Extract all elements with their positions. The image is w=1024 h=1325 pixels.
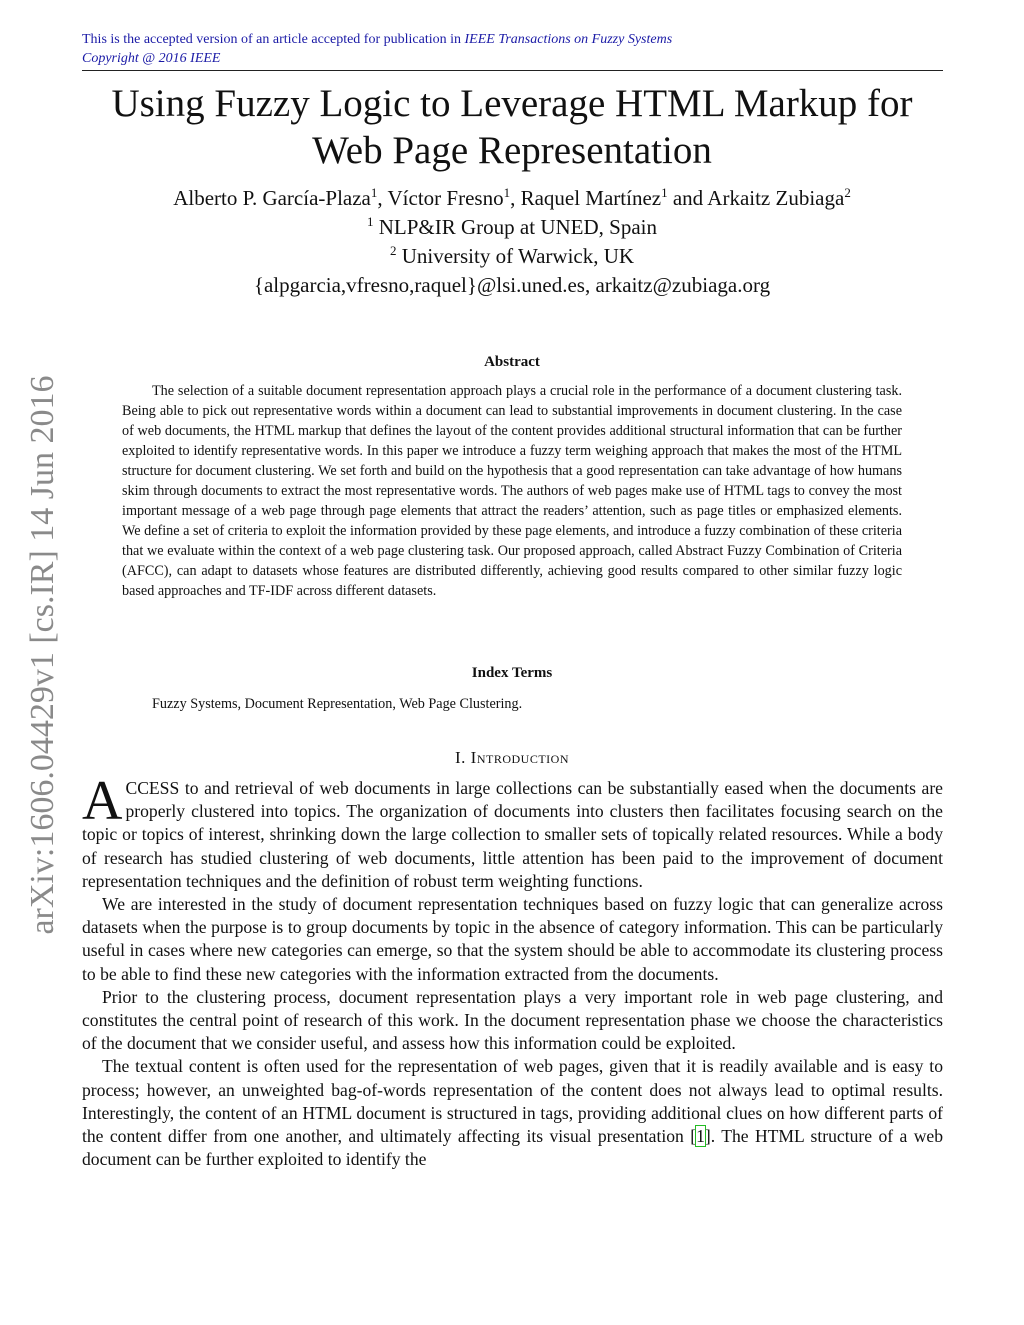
author-name: Víctor Fresno [387,186,504,210]
abstract-heading: Abstract [484,354,540,370]
drop-cap: A [82,770,123,832]
paper-title [62,80,962,174]
title-line-2: Web Page Representation [312,129,712,172]
arxiv-identifier-stamp: arXiv:1606.04429v1 [cs.IR] 14 Jun 2016 [24,375,61,935]
section-title: Introduction [470,748,569,767]
author-name: Alberto P. García-Plaza [173,186,371,210]
publication-prefix: This is the accepted version of an article accepted for publication in [82,32,462,47]
intro-paragraph-2: We are interested in the study of document representation techniques based on fuzzy logic that can generalize across datasets when the purpose is to group documents by topic in the absence of category information. This can be particularly useful in cases where new categories can emerge, so that the system should be able to accommodate its clustering process to be able to find these new categories with the information extracted from the documents. [82,894,943,984]
author-block [62,184,962,300]
affiliation-1: $^1$ NLP&IR Group at UNED, Spain [367,214,657,239]
author-name: Arkaitz Zubiaga [707,186,845,210]
introduction-body [82,770,944,1171]
author-affil-mark: 1 [370,185,378,200]
author-name: Raquel Martínez [520,186,662,210]
index-terms-heading: Index Terms [471,665,553,681]
publication-note [82,30,942,68]
affiliation-2: $^2$ University of Warwick, UK [389,243,635,268]
journal-name[interactable]: IEEE Transactions on Fuzzy Systems [464,32,673,47]
intro-paragraph-3: Prior to the clustering process, document representation plays a very important role in web page clustering, and constitutes the central point of research of this work. In the document representation phase we choose the characteristics of the document that we consider useful, and assess how this information could be exploited. [82,986,943,1054]
abstract-text: The selection of a suitable document representation approach plays a crucial role in the performance of a document clustering task. Being able to pick out representative words within a document can lead to substantial improvements in document clustering. In the case of web documents, the HTML markup that defines the layout of the content provides additional structural information that can be further exploited to identify representative words. In this paper we introduce a fuzzy term weighing approach that makes the most of the HTML structure for document clustering. We set forth and build on the hypothesis that a good representation can take advantage of how humans skim through documents to extract the most representative words. The authors of web pages make use of HTML tags to convey the most important message of a web page through page elements that attract the readers’ attention, such as page titles or emphasized elements. We define a set of criteria to exploit the information provided by these page elements, and introduce a fuzzy combination of these criteria that we evaluate within the context of a web page clustering task. Our proposed approach, called Abstract Fuzzy Combination of Criteria (AFCC), can adapt to datasets whose features are distributed differently, achieving good results compared to other similar fuzzy logic based approaches and TF-IDF across different datasets. [122,383,902,599]
author-affil-mark: 1 [661,185,668,200]
publication-line [82,30,942,49]
title-line-1: Using Fuzzy Logic to Leverage HTML Markup for [111,82,913,125]
author-emails: {alpgarcia,vfresno,raquel}@lsi.uned.es, arkaitz@zubiaga.org [253,273,771,297]
author-affil-mark: 2 [844,185,851,200]
header-divider [82,70,943,71]
author-conjunction: and [672,186,704,210]
author-list: Alberto P. García-Plaza$^1$, Víctor Fresno$^1$, Raquel Martínez$^1$ and Arkaitz Zubiaga$^2$ [173,185,851,210]
section-number: I. [455,748,466,767]
intro-paragraph-1: ACCESS to and retrieval of web documents in large collections can be substantially eased when the documents are properly clustered into topics. The organization of documents into clusters then facilitates focusing search on the topic or topics of interest, shrinking down the large collection to smaller sets of topically related resources. While a body of research has studied clustering of web documents, little attention has been paid to the improvement of document representation techniques and the definition of robust term weighting functions. [82,770,943,891]
citation-link[interactable]: 1 [696,1126,705,1147]
index-terms-text: Fuzzy Systems, Document Representation, Web Page Clustering. [152,696,523,712]
intro-paragraph-4: The textual content is often used for the representation of web pages, given that it is readily available and is easy to process; however, an unweighted bag-of-words representation of the content does not always lead to optimal results. Interestingly, the content of an HTML document is structured in tags, providing additional clues on how different parts of the content differ from one another, and ultimately affecting its visual presentation [1]. The HTML structure of a web document can be further exploited to identify the [82,1056,944,1170]
section-heading-introduction [62,746,962,770]
author-affil-mark: 1 [503,185,511,200]
copyright-line: Copyright @ 2016 IEEE [82,51,221,66]
